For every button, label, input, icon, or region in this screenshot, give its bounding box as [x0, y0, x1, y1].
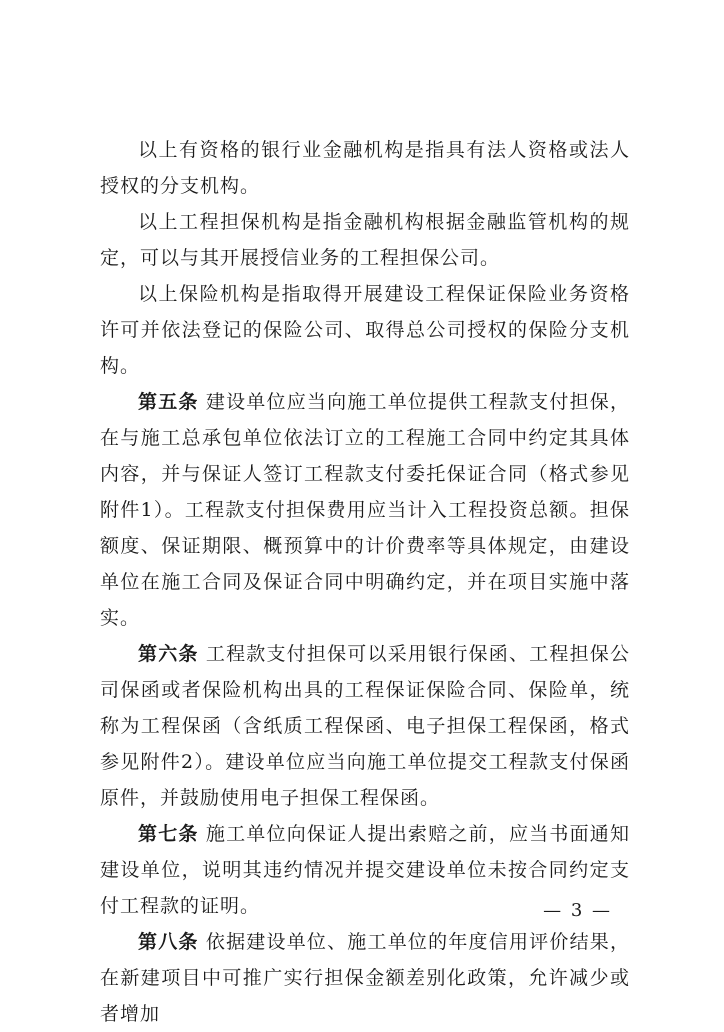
paragraph-guarantee-institutions	[100, 204, 630, 276]
article-label: 第七条	[138, 823, 199, 845]
article-text: 依据建设单位、施工单位的年度信用评价结果，在新建项目中可推广实行担保金额差别化政策，允许减少或者增加	[100, 931, 630, 1025]
article-6	[100, 636, 630, 816]
paragraph-text: 以上保险机构是指取得开展建设工程保证保险业务资格许可并依法登记的保险公司、取得总公司授权的保险分支机构。	[100, 283, 630, 377]
article-label: 第八条	[138, 931, 199, 953]
paragraph-text: 以上工程担保机构是指金融机构根据金融监管机构的规定，可以与其开展授信业务的工程担保公司。	[100, 211, 630, 269]
paragraph-qualified-banks	[100, 132, 630, 204]
article-text: 建设单位应当向施工单位提供工程款支付担保，在与施工总承包单位依法订立的工程施工合同中约定其具体内容，并与保证人签订工程款支付委托保证合同（格式参见附件1）。工程款支付担保费用应当计入工程投资总额。担保额度、保证期限、概预算中的计价费率等具体规定，由建设单位在施工合同及保证合同中明确约定，并在项目实施中落实。	[100, 391, 630, 629]
paragraph-insurance-institutions	[100, 276, 630, 384]
article-label: 第五条	[138, 391, 199, 413]
article-5	[100, 384, 630, 636]
document-body	[100, 132, 630, 1032]
article-8	[100, 924, 630, 1032]
article-text: 施工单位向保证人提出索赔之前，应当书面通知建设单位，说明其违约情况并提交建设单位未按合同约定支付工程款的证明。	[100, 823, 630, 917]
page-number: — 3 —	[543, 900, 612, 921]
article-label: 第六条	[138, 643, 199, 665]
paragraph-text: 以上有资格的银行业金融机构是指具有法人资格或法人授权的分支机构。	[100, 139, 630, 197]
article-text: 工程款支付担保可以采用银行保函、工程担保公司保函或者保险机构出具的工程保证保险合同、保险单，统称为工程保函（含纸质工程保函、电子担保工程保函，格式参见附件2）。建设单位应当向施工单位提交工程款支付保函原件，并鼓励使用电子担保工程保函。	[100, 643, 630, 809]
